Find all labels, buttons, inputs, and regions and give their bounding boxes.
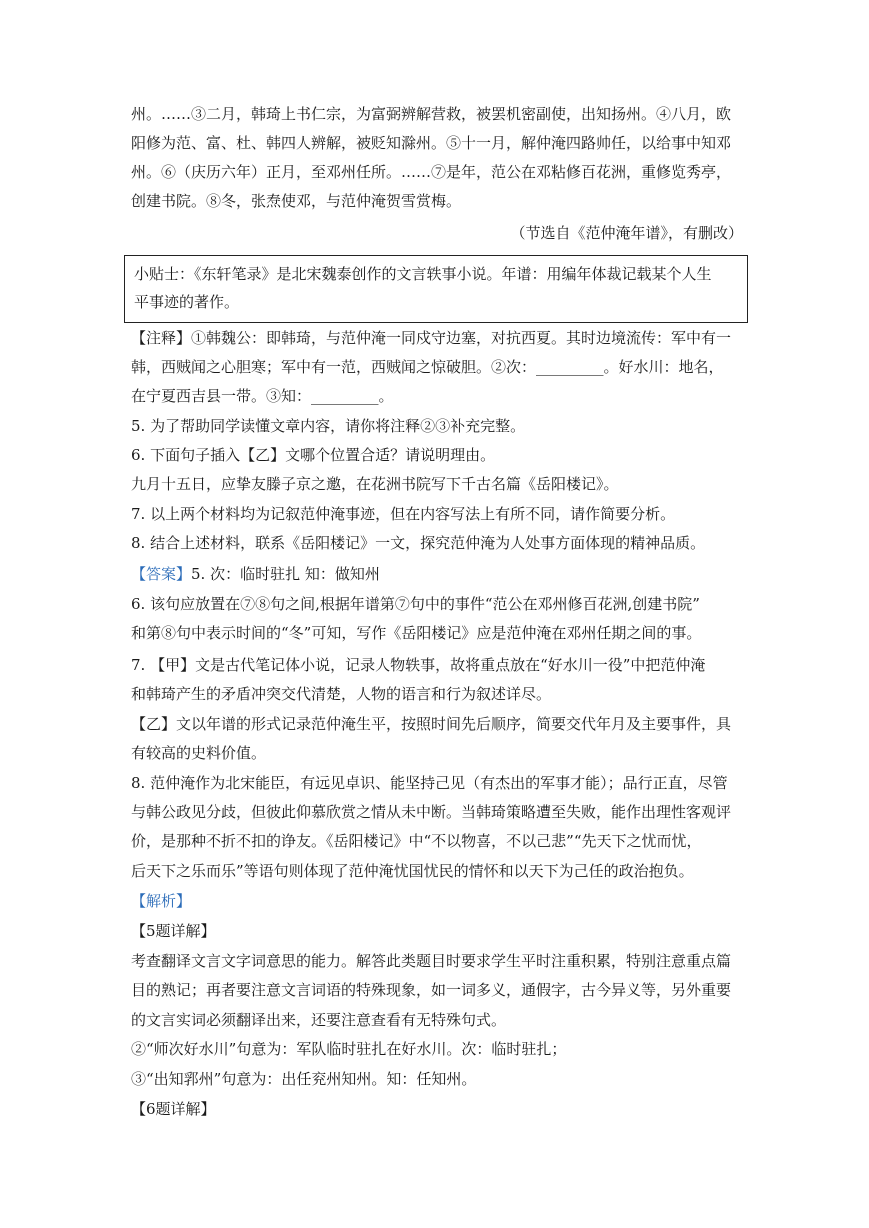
analysis-line: 考查翻译文言文字词意思的能力。解答此类题目时要求学生平时注重积累，特别注意重点篇 [131,952,732,970]
q6-heading: 【6题详解】 [131,1100,216,1118]
question-6-sentence: 九月十五日，应挚友滕子京之邀，在花洲书院写下千古名篇《岳阳楼记》。 [131,475,619,493]
answer-line: 和韩琦产生的矛盾冲突交代清楚，人物的语言和行为叙述详尽。 [131,685,552,703]
answer-line: 【乙】文以年谱的形式记录范仲淹生平，按照时间先后顺序，简要交代年月及主要事件，具 [131,715,732,733]
answer-line: 与韩公政见分歧，但彼此仰慕欣赏之情从未中断。当韩琦策略遭至失败，能作出理性客观评 [131,803,732,821]
analysis-line: ③“出知郛州”句意为：出任兖州知州。知：任知州。 [131,1070,477,1088]
answer-line: 价，是那种不折不扣的诤友。《岳阳楼记》中“不以物喜，不以己悲”“先天下之忧而忧， [131,832,702,850]
notes-line: 在宁夏西吉县一带。③知：_________。 [131,387,394,405]
answer-label: 【答案】 [131,565,192,583]
question-5: 5. 为了帮助同学读懂文章内容，请你将注释②③补充完整。 [131,417,526,435]
passage-source: （节选自《范仲淹年谱》，有删改） [510,224,743,242]
tip-box [124,255,748,323]
analysis-label: 【解析】 [131,892,192,910]
answer-line: 6. 该句应放置在⑦⑧句之间,根据年谱第⑦句中的事件“范公在邓州修百花洲,创建书院” [131,595,700,613]
answer-line: 有较高的史料价值。 [131,744,267,762]
question-8: 8. 结合上述材料，联系《岳阳楼记》一文，探究范仲淹为人处事方面体现的精神品质。 [131,534,706,552]
tip-line: 平事迹的著作。 [134,293,240,311]
notes-line: 韩，西贼闻之心胆寒；军中有一范，西贼闻之惊破胆。②次：_________。好水川：地名， [131,358,724,376]
analysis-line: 的文言实词必须翻译出来，还要注意查看有无特殊句式。 [131,1011,507,1029]
answer-line: 8. 范仲淹作为北宋能臣，有远见卓识、能坚持己见（有杰出的军事才能）；品行正直，尽管 [131,774,728,792]
analysis-line: 目的熟记；再者要注意文言词语的特殊现象，如一词多义，通假字，古今异义等，另外重要 [131,981,732,999]
passage-line: 阳修为范、富、杜、韩四人辨解，被贬知滁州。⑤十一月，解仲淹四路帅任，以给事中知邓 [131,134,732,152]
question-7: 7. 以上两个材料均为记叙范仲淹事迹，但在内容写法上有所不同，请作简要分析。 [131,505,676,523]
passage-line: 州。⑥（庆历六年）正月，至邓州任所。……⑦是年，范公在邓粘修百花洲，重修览秀亭， [131,163,732,181]
passage-line: 州。……③二月，韩琦上书仁宗，为富弼辨解营救，被罢机密副使，出知扬州。④八月，欧 [131,105,732,123]
q5-heading: 【5题详解】 [131,922,216,940]
answer-5: 5. 次：临时驻扎 知：做知州 [191,565,380,583]
answer-line: 后天下之乐而乐”等语句则体现了范仲淹忧国忧民的情怀和以天下为己任的政治抱负。 [131,862,694,880]
answer-line: 和第⑧句中表示时间的“冬”可知，写作《岳阳楼记》应是范仲淹在邓州任期之间的事。 [131,624,702,642]
tip-line: 小贴士：《东轩笔录》是北宋魏泰创作的文言轶事小说。年谱：用编年体裁记载某个人生 [134,265,712,283]
question-6: 6. 下面句子插入【乙】文哪个位置合适？请说明理由。 [131,446,496,464]
analysis-line: ②“师次好水川”句意为：军队临时驻扎在好水川。次：临时驻扎； [131,1040,567,1058]
passage-line: 创建书院。⑧冬，张焘使邓，与范仲淹贺雪赏梅。 [131,192,462,210]
answer-line: 7. 【甲】文是古代笔记体小说，记录人物轶事，故将重点放在“好水川一役”中把范仲淹 [131,656,706,674]
notes-line: 【注释】①韩魏公：即韩琦，与范仲淹一同戍守边塞，对抗西夏。其时边境流传：军中有一 [131,329,732,347]
answer-first-line [131,563,743,585]
